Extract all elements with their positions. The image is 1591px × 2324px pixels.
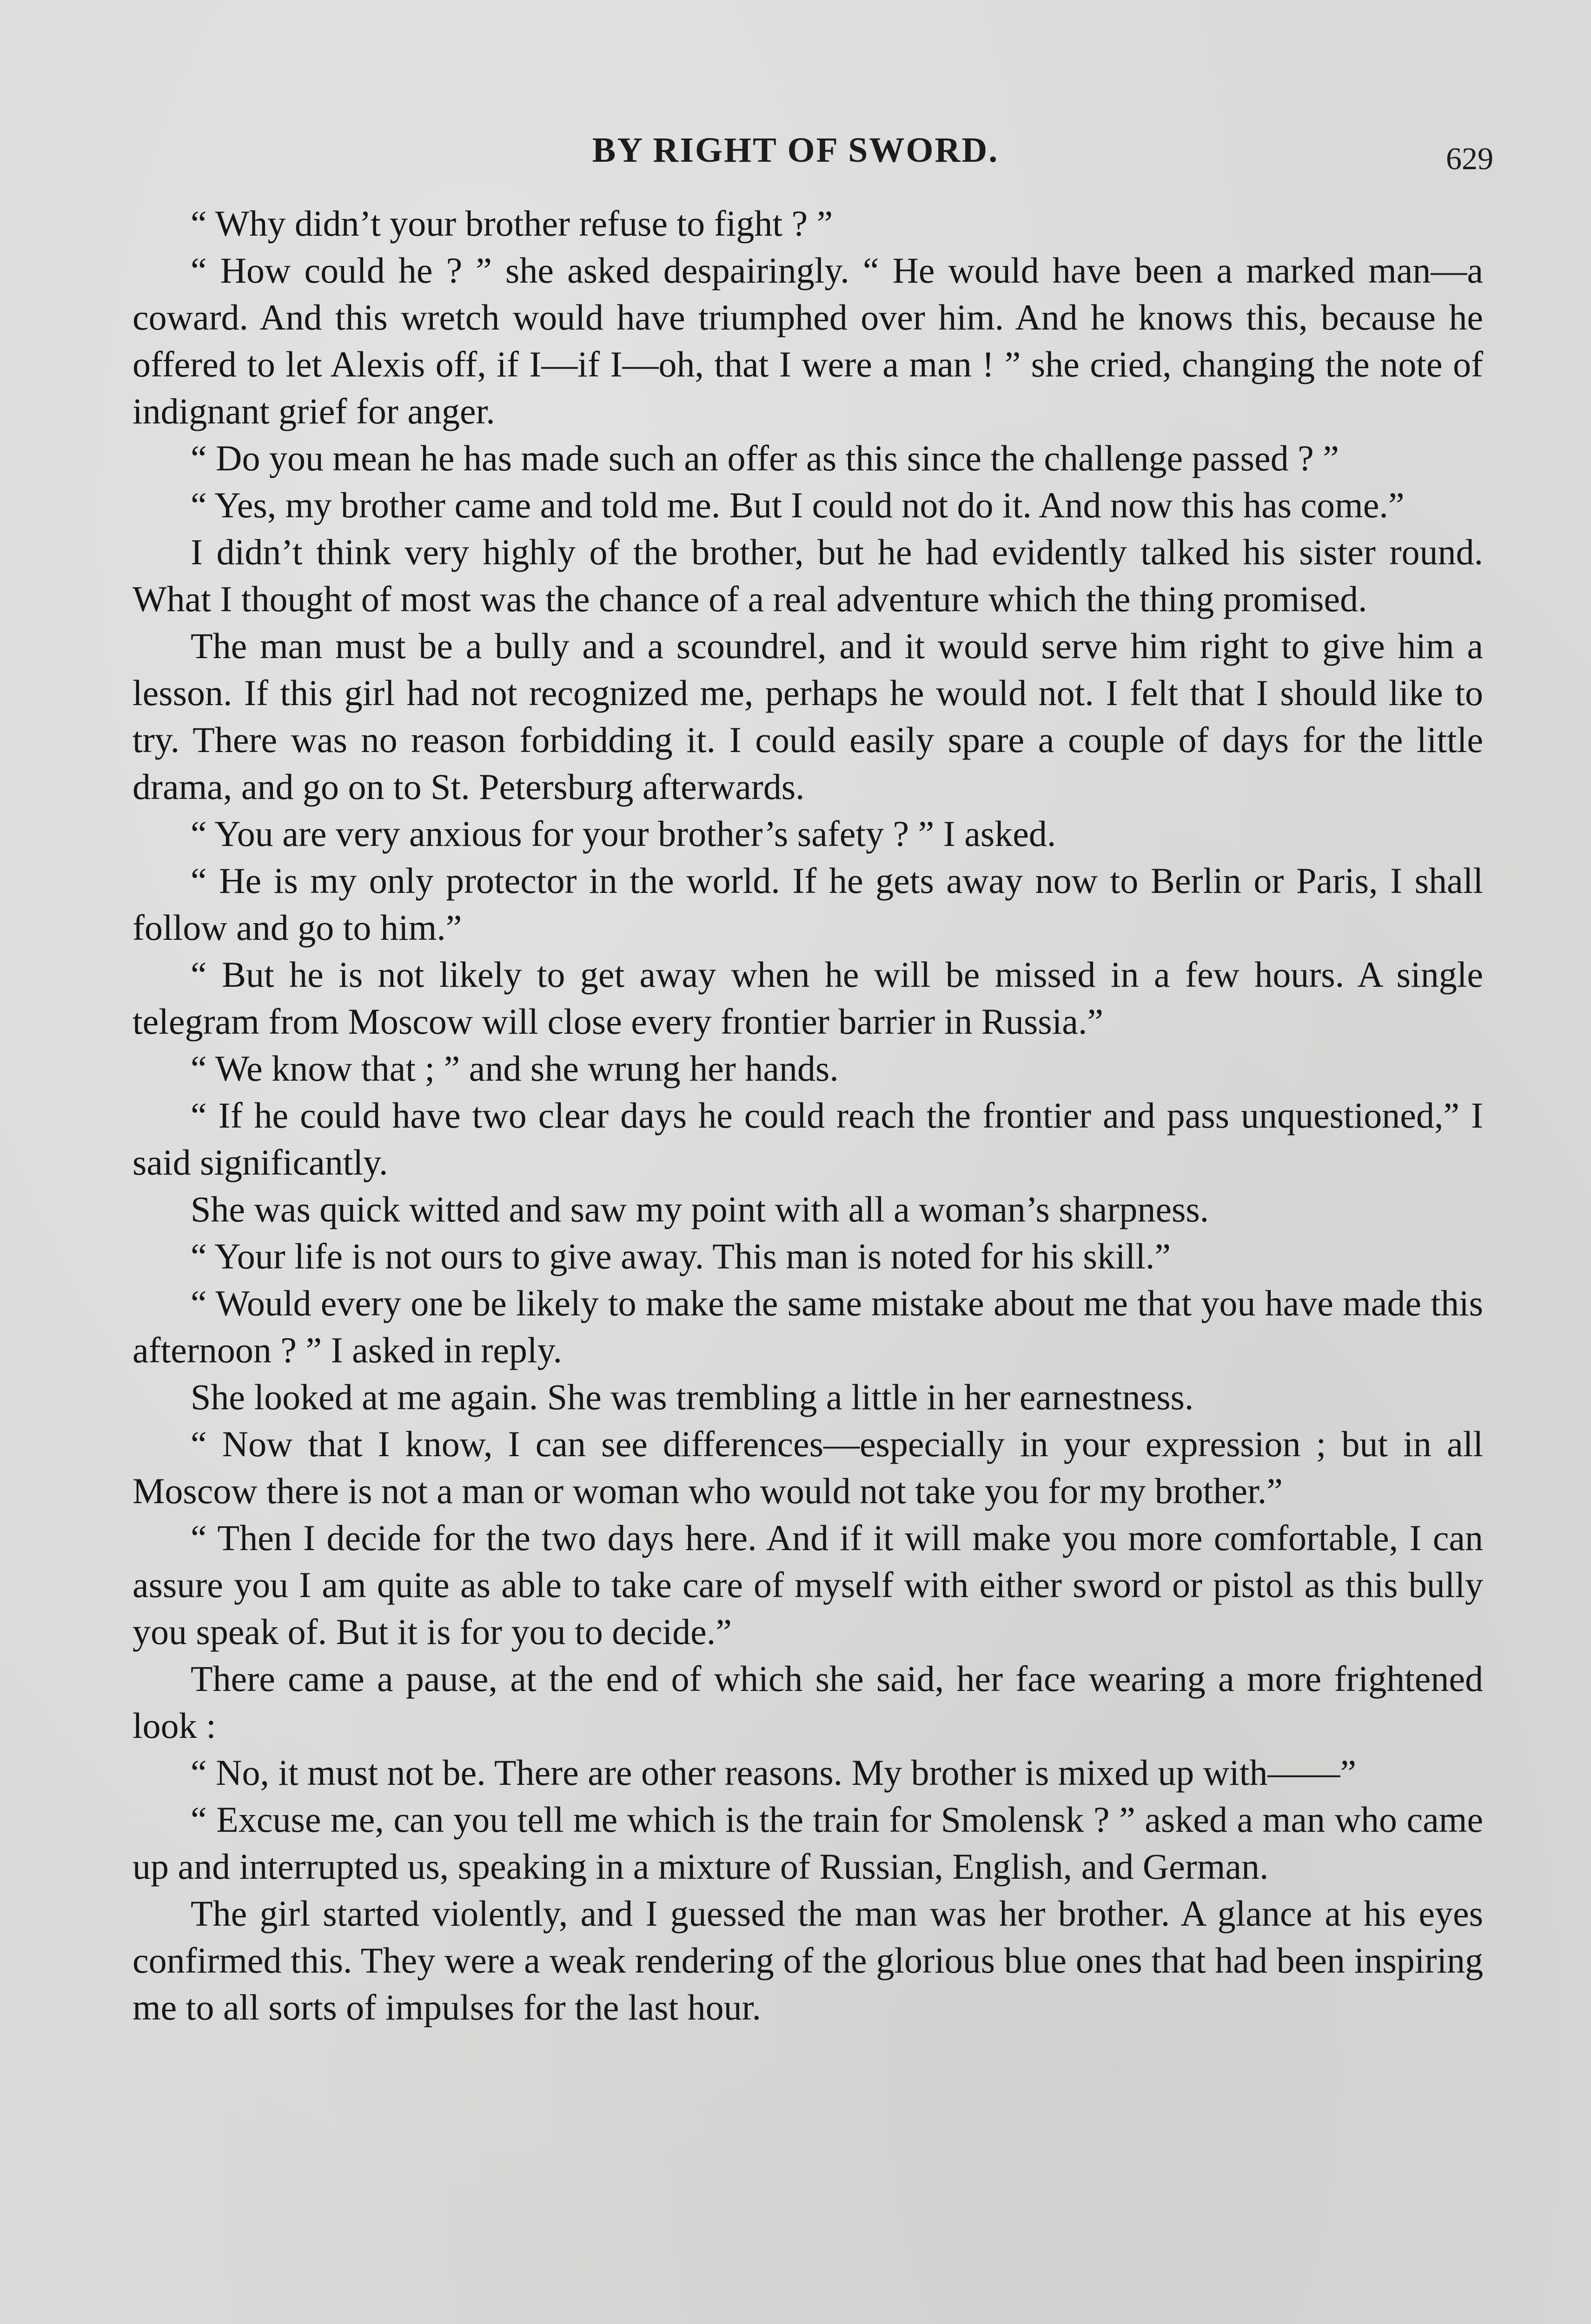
paragraph: “ Would every one be likely to make the same mistake about me that you have made this afternoon ? ” I asked in reply. [133,1283,1483,1370]
paragraph: “ If he could have two clear days he could reach the frontier and pass unquestioned,” I said significantly. [133,1095,1483,1182]
paragraph: “ Excuse me, can you tell me which is the train for Smolensk ? ” asked a man who came up and interrupted us, speaking in a mixture of Russian, English, and German. [133,1799,1483,1887]
paragraph: “ Your life is not ours to give away. This man is noted for his skill.” [191,1236,1171,1276]
paragraph: The man must be a bully and a scoundrel, and it would serve him right to give him a lesson. If this girl had not recognized me, perhaps he would not. I felt that I should like to try. There was no reason forbidding it. I could easily spare a couple of days for the little drama, and go on to St. Petersburg afterwards. [133,626,1483,807]
paragraph: “ Yes, my brother came and told me. But I could not do it. And now this has come.” [191,485,1405,525]
paragraph: “ He is my only protector in the world. If he gets away now to Berlin or Paris, I shall follow and go to him.” [133,860,1483,948]
paragraph: “ Why didn’t your brother refuse to fight ? ” [191,203,833,244]
paragraph: “ Now that I know, I can see differences—especially in your expression ; but in all Moscow there is not a man or woman who would not take you for my brother.” [133,1424,1483,1511]
page-number: 629 [1446,141,1493,176]
paragraph: The girl started violently, and I guessed the man was her brother. A glance at his eyes confirmed this. They were a weak rendering of the glorious blue ones that had been inspiring me to all sorts of impulses for the last hour. [133,1893,1483,2027]
paragraph: “ Do you mean he has made such an offer as this since the challenge passed ? ” [191,438,1339,478]
paragraph: “ We know that ; ” and she wrung her hands. [191,1048,839,1089]
paragraph: She was quick witted and saw my point with all a woman’s sharpness. [191,1189,1209,1229]
paragraph: “ How could he ? ” she asked despairingly. “ He would have been a marked man—a coward. And this wretch would have triumphed over him. And he knows this, because he offered to let Alexis off, if I—if I—oh, that I were a man ! ” she cried, changing the note of indignant grief for anger. [133,250,1483,431]
running-title: BY RIGHT OF SWORD. [592,131,999,170]
paragraph: There came a pause, at the end of which she said, her face wearing a more frightened look : [133,1658,1483,1746]
page-header [0,130,1591,186]
paragraph: “ Then I decide for the two days here. And if it will make you more comfortable, I can assure you I am quite as able to take care of myself with either sword or pistol as this bully you speak of. But it is for you to decide.” [133,1518,1483,1652]
paragraph: “ No, it must not be. There are other reasons. My brother is mixed up with——” [191,1752,1357,1793]
paragraph: “ But he is not likely to get away when he will be missed in a few hours. A single telegram from Moscow will close every frontier barrier in Russia.” [133,954,1483,1042]
paragraph: “ You are very anxious for your brother’s safety ? ” I asked. [191,813,1056,854]
paragraph: She looked at me again. She was trembling a little in her earnestness. [191,1377,1194,1417]
body-text [133,200,1483,2031]
paragraph: I didn’t think very highly of the brother, but he had evidently talked his sister round. What I thought of most was the chance of a real adventure which the thing promised. [133,532,1483,619]
